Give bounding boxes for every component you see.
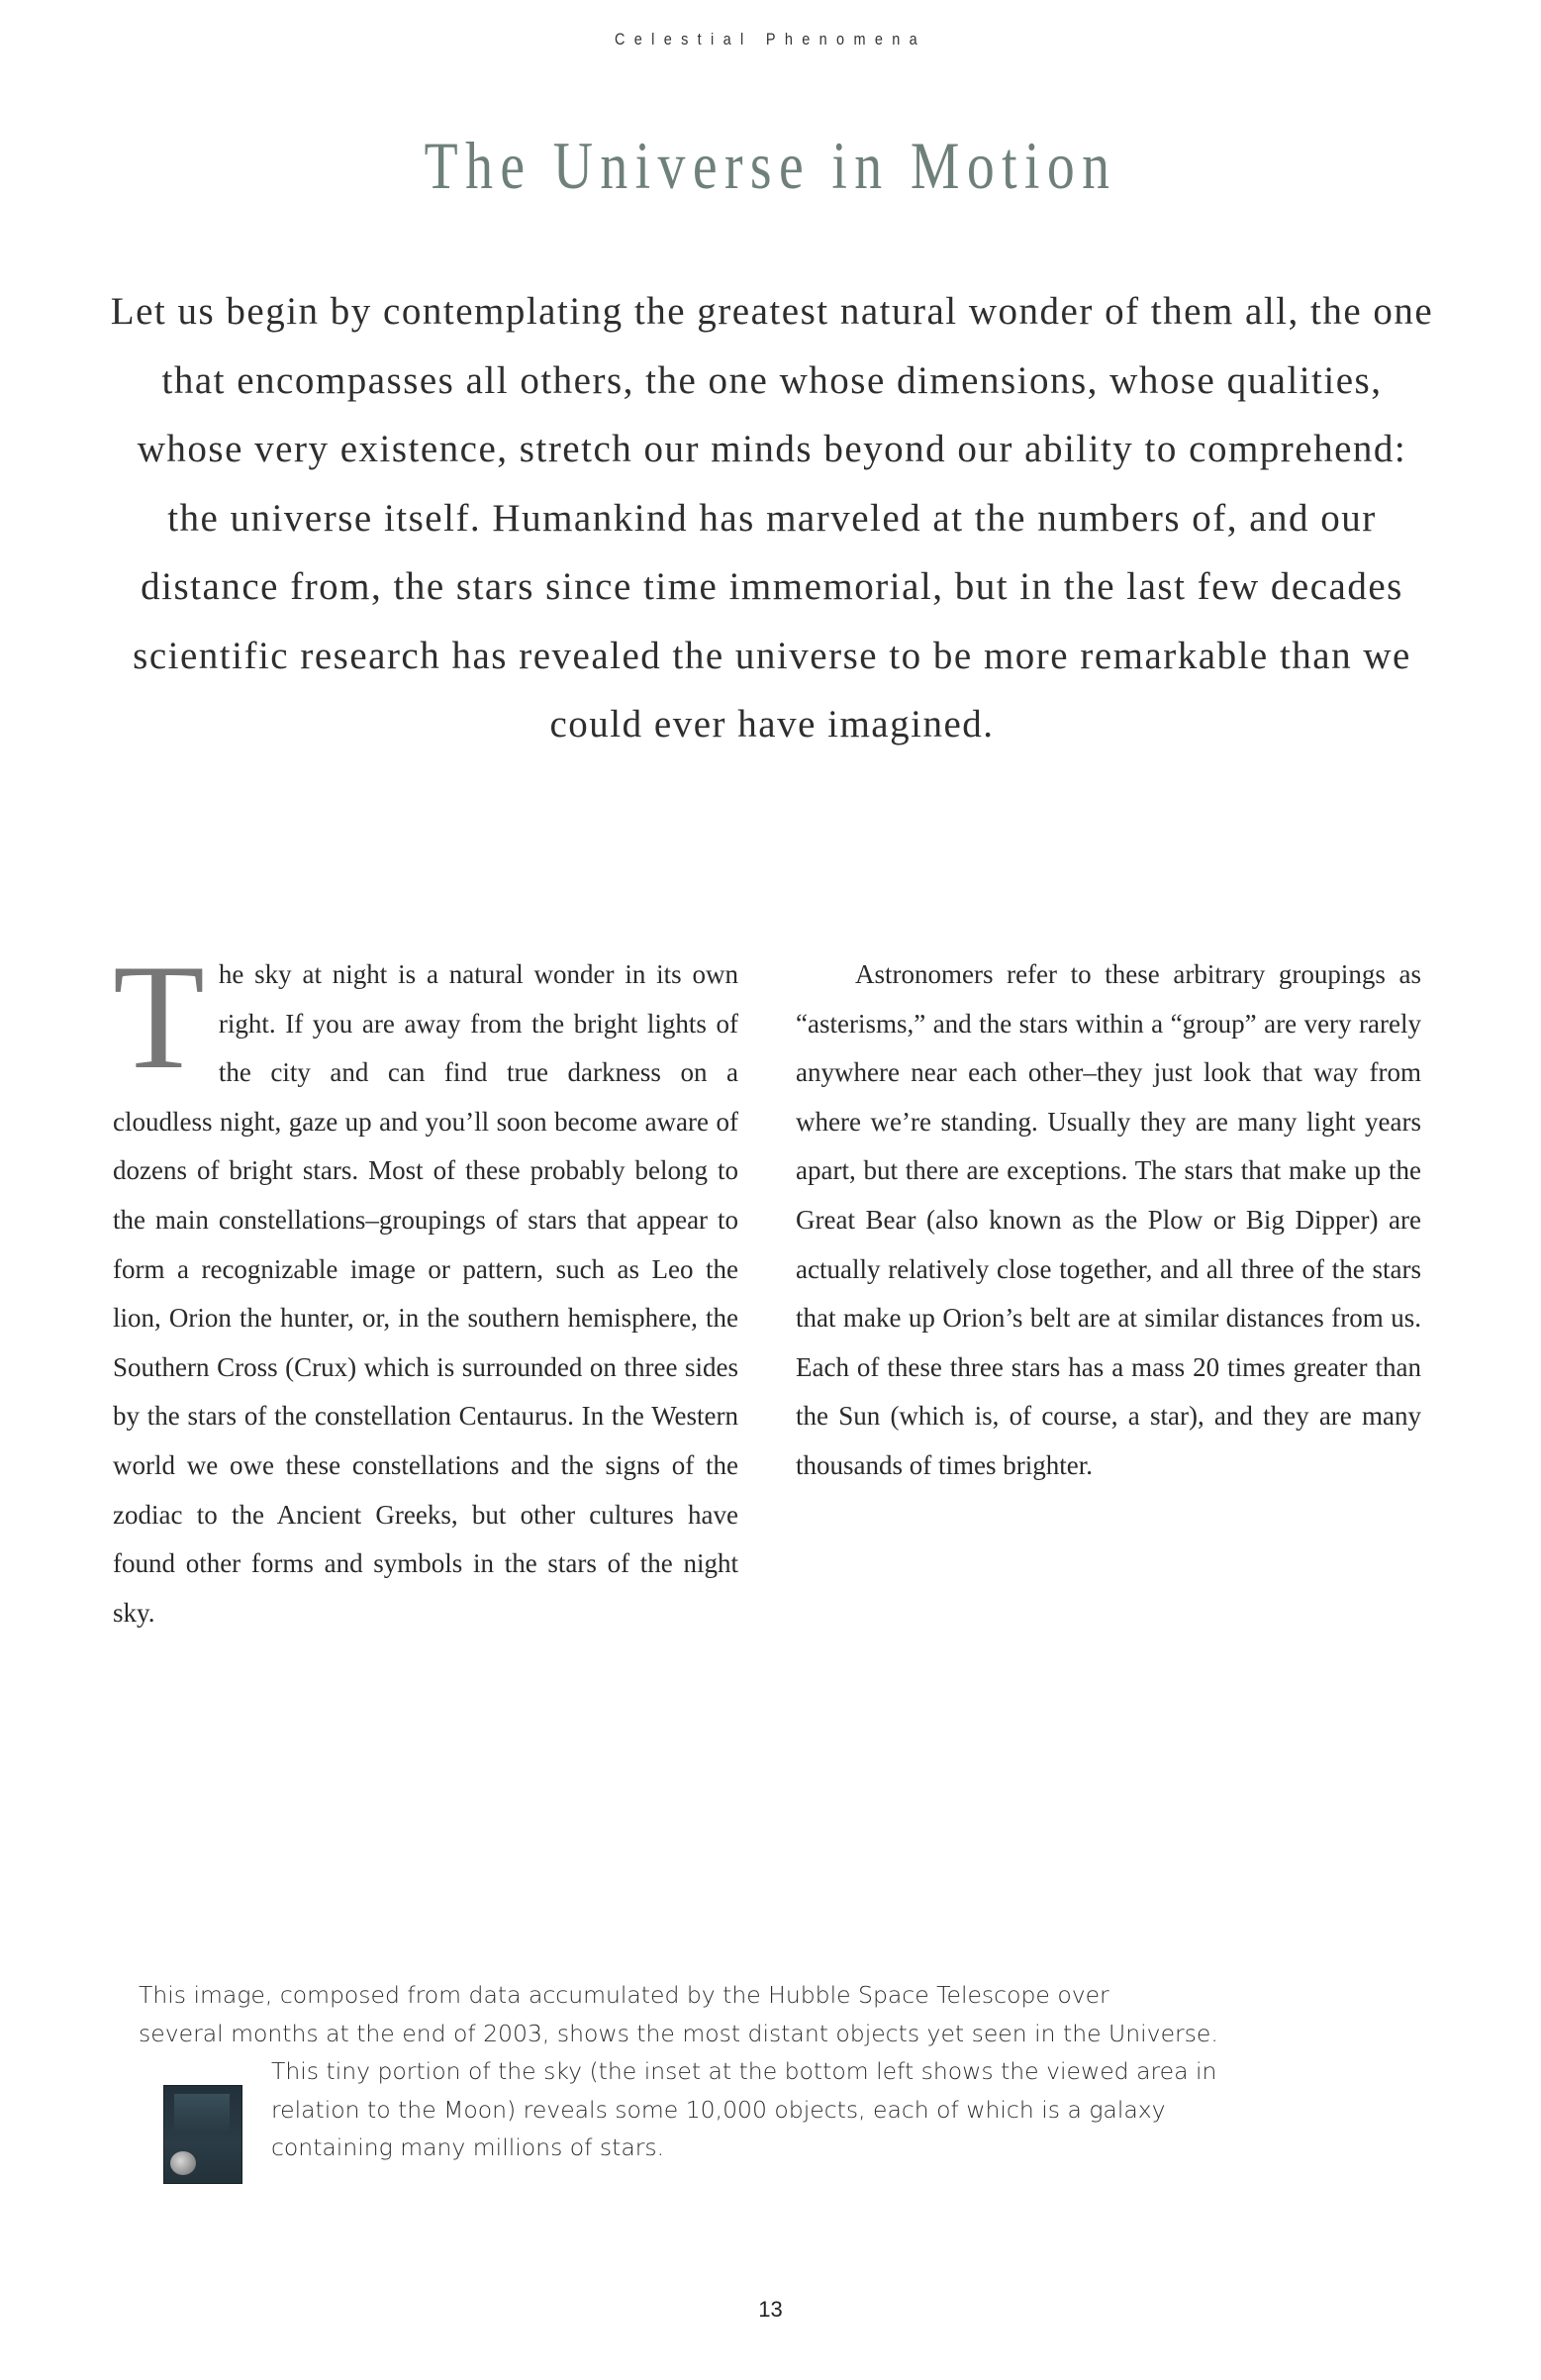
left-paragraph — [113, 934, 738, 1637]
left-paragraph-text: he sky at night is a natural wonder in its own right. If you are away from the bright lights of the city and can find true darkness on a cloudless night, gaze up and you’ll soon become aware of dozens of bright stars. Most of these probably belong to the main constellations–groupings of stars that appear to form a recognizable image or pattern, such as Leo the lion, Orion the hunter, or, in the southern hemisphere, the Southern Cross (Crux) which is surrounded on three sides by the stars of the constellation Centaurus. In the Western world we owe these constellations and the signs of the zodiac to the Ancient Greeks, but other cultures have found other forms and symbols in the stars of the night sky. — [113, 959, 738, 1628]
page-title: The Universe in Motion — [424, 128, 1117, 203]
running-head: Celestial Phenomena — [614, 30, 927, 49]
intro-paragraph — [109, 277, 1435, 759]
moon-icon — [170, 2151, 196, 2175]
caption-line-1: This image, composed from data accumulated by the Hubble Space Telescope over — [139, 1981, 1109, 2009]
intro-text: Let us begin by contemplating the greatest natural wonder of them all, the one that encompasses all others, the one whose dimensions, whose qualities, whose very existence, stretch our minds beyond our ability to comprehend: the universe itself. Humankind has marveled at the numbers of, and our distance from, the stars since time immemorial, but in the last few decades scientific research has revealed the universe to be more remarkable than we could ever have imagined. — [110, 290, 1434, 745]
hubble-deep-field-thumbnail-icon — [163, 2085, 242, 2184]
caption-body: This tiny portion of the sky (the inset at the bottom left shows the viewed area in relation to the Moon) reveals some 10,000 objects, each of which is a galaxy containing many millions of stars. — [271, 2057, 1217, 2161]
body-column-right — [796, 950, 1421, 1491]
page-number: 13 — [758, 2297, 783, 2322]
image-caption — [139, 1976, 1326, 2167]
right-paragraph-text: Astronomers refer to these arbitrary groupings as “asterisms,” and the stars within a “group” are very rarely anywhere near each other–they just look that way from where we’re standing. Usually they are many light years apart, but there are exceptions. The stars that make up the Great Bear (also known as the Plow or Big Dipper) are actually relatively close together, and all three of the stars that make up Orion’s belt are at similar distances from us. Each of these three stars has a mass 20 times greater than the Sun (which is, of course, a star), and they are many thousands of times brighter. — [796, 959, 1421, 1480]
deep-field-region-icon — [174, 2094, 230, 2133]
caption-line-2: several months at the end of 2003, shows the most distant objects yet seen in the Universe. — [139, 2019, 1218, 2047]
body-column-left — [113, 934, 738, 1637]
drop-cap: T — [113, 934, 205, 1100]
